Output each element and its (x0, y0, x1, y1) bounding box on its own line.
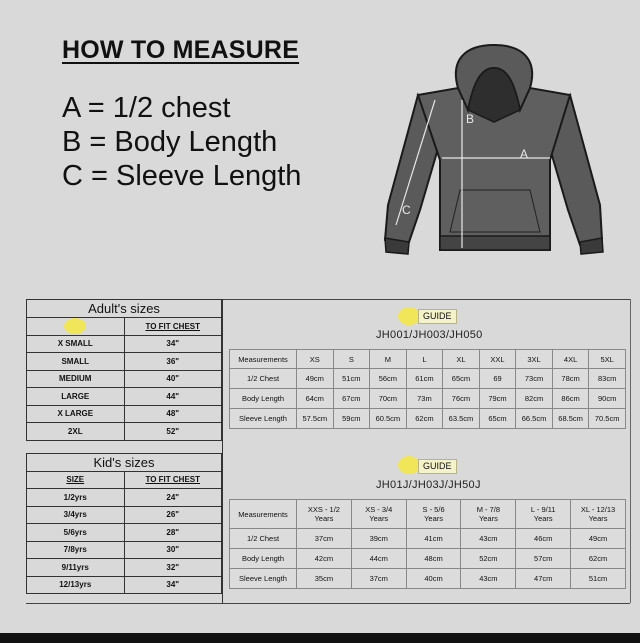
highlight-marker (398, 307, 420, 325)
adult-meas-cell: 61cm (406, 369, 443, 389)
adult-meas-header-row (230, 350, 626, 369)
adult-meas-cell: 60.5cm (370, 409, 407, 429)
kids-chest-cell: 26" (124, 506, 222, 524)
kids-row (27, 524, 222, 542)
adult-meas-header-cell: XL (443, 350, 480, 369)
adult-meas-cell: 78cm (552, 369, 589, 389)
kids-meas-header-cell: Measurements (230, 500, 297, 529)
kids-meas-cell: 49cm (571, 529, 626, 549)
kids-sizes-table (26, 453, 222, 595)
adult-meas-cell: 57.5cm (297, 409, 334, 429)
adult-size-cell: 2XL (27, 423, 125, 441)
adult-guide-badge: GUIDE (418, 309, 457, 324)
kids-meas-cell: Body Length (230, 549, 297, 569)
adult-size-cell: X LARGE (27, 405, 125, 423)
kids-meas-cell: 37cm (351, 569, 406, 589)
measure-label-c: C (402, 203, 411, 217)
kids-chest-cell: 34" (124, 576, 222, 594)
adult-meas-row (230, 369, 626, 389)
how-to-measure-title: HOW TO MEASURE (62, 36, 300, 64)
legend-c: C = Sleeve Length (62, 160, 302, 192)
adult-meas-row (230, 389, 626, 409)
kids-meas-row (230, 529, 626, 549)
adult-meas-header-cell: M (370, 350, 407, 369)
adult-meas-cell: 59cm (333, 409, 370, 429)
adult-meas-header-cell: XXL (479, 350, 516, 369)
adult-chest-col-header: TO FIT CHEST (124, 318, 222, 336)
kids-row (27, 559, 222, 577)
kids-meas-header-cell: S - 5/6 Years (406, 500, 461, 529)
kids-chest-cell: 30" (124, 541, 222, 559)
adult-meas-cell: 65cm (479, 409, 516, 429)
adult-meas-cell: 67cm (333, 389, 370, 409)
kids-meas-cell: 52cm (461, 549, 516, 569)
adult-meas-cell: 70cm (370, 389, 407, 409)
adult-product-codes: JH001/JH003/JH050 (376, 329, 483, 341)
adult-meas-cell: 86cm (552, 389, 589, 409)
adult-row (27, 388, 222, 406)
kids-meas-header-cell: L - 9/11 Years (516, 500, 571, 529)
adult-meas-cell: 63.5cm (443, 409, 480, 429)
adult-meas-header-cell: 3XL (516, 350, 553, 369)
kids-chest-cell: 24" (124, 489, 222, 507)
adult-size-cell: X SMALL (27, 335, 125, 353)
kids-meas-header-cell: XL - 12/13 Years (571, 500, 626, 529)
adult-chest-cell: 36" (124, 353, 222, 371)
kids-size-cell: 9/11yrs (27, 559, 125, 577)
kids-chest-cell: 28" (124, 524, 222, 542)
panel-divider (222, 299, 223, 603)
adult-meas-cell: 79cm (479, 389, 516, 409)
adult-meas-cell: 69 (479, 369, 516, 389)
adult-meas-cell: Body Length (230, 389, 297, 409)
adult-meas-cell: Sleeve Length (230, 409, 297, 429)
kids-meas-cell: 35cm (297, 569, 352, 589)
adult-meas-cell: 65cm (443, 369, 480, 389)
adult-meas-cell: 73m (406, 389, 443, 409)
adult-meas-cell: 76cm (443, 389, 480, 409)
kids-chest-col-header: TO FIT CHEST (124, 471, 222, 489)
kids-guide-badge: GUIDE (418, 459, 457, 474)
adult-size-col-header (27, 318, 125, 336)
kids-size-col-header: SIZE (27, 471, 125, 489)
adult-meas-cell: 66.5cm (516, 409, 553, 429)
kids-sizes-heading: Kid's sizes (27, 453, 222, 471)
kids-meas-row (230, 549, 626, 569)
sizes-panel (26, 299, 222, 603)
adult-meas-cell: 64cm (297, 389, 334, 409)
kids-meas-header-row (230, 500, 626, 529)
kids-size-cell: 7/8yrs (27, 541, 125, 559)
kids-meas-cell: 39cm (351, 529, 406, 549)
adult-chest-cell: 48" (124, 405, 222, 423)
highlight-marker (64, 318, 86, 334)
kids-meas-cell: 43cm (461, 569, 516, 589)
kids-meas-cell: 46cm (516, 529, 571, 549)
kids-meas-cell: 62cm (571, 549, 626, 569)
kids-row (27, 489, 222, 507)
adult-chest-cell: 34" (124, 335, 222, 353)
kids-meas-cell: Sleeve Length (230, 569, 297, 589)
kids-meas-header-cell: M - 7/8 Years (461, 500, 516, 529)
adult-size-cell: SMALL (27, 353, 125, 371)
adult-row (27, 335, 222, 353)
kids-measurements-table (229, 499, 626, 589)
kids-meas-cell: 40cm (406, 569, 461, 589)
kids-product-codes: JH01J/JH03J/JH50J (376, 479, 481, 491)
adult-meas-cell: 73cm (516, 369, 553, 389)
adult-chest-cell: 40" (124, 370, 222, 388)
legend-b: B = Body Length (62, 126, 278, 158)
kids-row (27, 541, 222, 559)
adult-meas-cell: 70.5cm (589, 409, 626, 429)
adult-chest-cell: 52" (124, 423, 222, 441)
adult-meas-row (230, 409, 626, 429)
kids-size-cell: 1/2yrs (27, 489, 125, 507)
adult-row (27, 353, 222, 371)
kids-meas-header-cell: XXS - 1/2 Years (297, 500, 352, 529)
adult-meas-header-cell: Measurements (230, 350, 297, 369)
adult-meas-cell: 68.5cm (552, 409, 589, 429)
kids-row (27, 576, 222, 594)
kids-meas-cell: 43cm (461, 529, 516, 549)
adult-row (27, 370, 222, 388)
kids-size-cell: 12/13yrs (27, 576, 125, 594)
adult-sizes-table (26, 299, 222, 441)
panel-right-border (630, 299, 631, 603)
adult-meas-cell: 62cm (406, 409, 443, 429)
kids-meas-cell: 57cm (516, 549, 571, 569)
bottom-bar (0, 633, 640, 643)
adult-chest-cell: 44" (124, 388, 222, 406)
adult-measurements-table (229, 349, 626, 429)
hoodie-diagram (380, 40, 610, 265)
adult-meas-header-cell: 4XL (552, 350, 589, 369)
panel-bottom-border (26, 603, 630, 604)
adult-row (27, 423, 222, 441)
highlight-marker (398, 456, 420, 474)
kids-row (27, 506, 222, 524)
kids-chest-cell: 32" (124, 559, 222, 577)
adult-meas-cell: 51cm (333, 369, 370, 389)
adult-sizes-heading: Adult's sizes (27, 300, 222, 318)
kids-size-cell: 3/4yrs (27, 506, 125, 524)
adult-size-cell: MEDIUM (27, 370, 125, 388)
adult-meas-header-cell: L (406, 350, 443, 369)
adult-meas-cell: 49cm (297, 369, 334, 389)
measure-label-a: A (520, 147, 529, 161)
measure-label-b: B (466, 112, 475, 126)
kids-meas-cell: 1/2 Chest (230, 529, 297, 549)
kids-meas-row (230, 569, 626, 589)
adult-meas-header-cell: 5XL (589, 350, 626, 369)
adult-meas-cell: 1/2 Chest (230, 369, 297, 389)
kids-meas-header-cell: XS - 3/4 Years (351, 500, 406, 529)
kids-meas-cell: 42cm (297, 549, 352, 569)
adult-size-cell: LARGE (27, 388, 125, 406)
adult-meas-cell: 56cm (370, 369, 407, 389)
kids-meas-cell: 51cm (571, 569, 626, 589)
adult-meas-cell: 82cm (516, 389, 553, 409)
kids-meas-cell: 48cm (406, 549, 461, 569)
kids-meas-cell: 44cm (351, 549, 406, 569)
adult-meas-header-cell: XS (297, 350, 334, 369)
legend-a: A = 1/2 chest (62, 92, 231, 124)
kids-size-cell: 5/6yrs (27, 524, 125, 542)
adult-meas-header-cell: S (333, 350, 370, 369)
adult-meas-cell: 83cm (589, 369, 626, 389)
kids-meas-cell: 41cm (406, 529, 461, 549)
adult-row (27, 405, 222, 423)
adult-meas-cell: 90cm (589, 389, 626, 409)
kids-meas-cell: 37cm (297, 529, 352, 549)
kids-meas-cell: 47cm (516, 569, 571, 589)
